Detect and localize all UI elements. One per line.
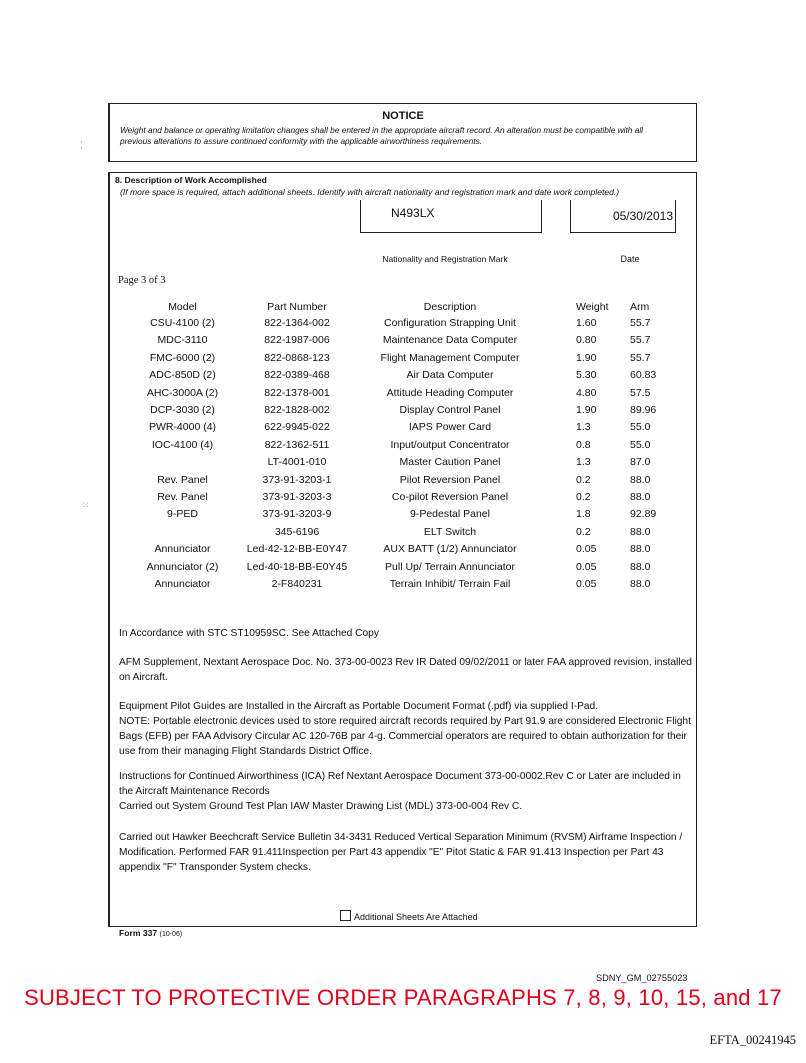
cell-weight: 4.80 xyxy=(576,386,597,399)
cell-description: Master Caution Panel xyxy=(399,456,501,469)
cell-part-number: 822-1987-006 xyxy=(264,334,330,347)
cell-part-number: Led-42-12-BB-E0Y47 xyxy=(246,543,348,556)
cell-description: 9-Pedestal Panel xyxy=(410,508,490,521)
cell-part-number: 2-F840231 xyxy=(271,578,323,590)
cell-description: Co-pilot Reversion Panel xyxy=(391,491,509,503)
table-row xyxy=(110,489,696,506)
form-revision: (10-06) xyxy=(159,931,183,938)
cell-weight: 0.05 xyxy=(576,543,597,556)
paragraph-ground-test: Carried out System Ground Test Plan IAW Master Drawing List (MDL) 373-00-004 Rev C. xyxy=(119,801,523,812)
cell-description: Air Data Computer xyxy=(406,369,494,382)
cell-weight: 1.3 xyxy=(576,421,591,434)
cell-weight: 1.60 xyxy=(576,317,597,329)
cell-arm: 88.0 xyxy=(630,525,651,538)
table-row xyxy=(110,576,696,593)
registration-mark-label: Nationality and Registration Mark xyxy=(382,254,508,264)
date-field xyxy=(570,200,676,233)
cell-part-number: 822-1828-002 xyxy=(264,404,330,416)
cell-model: Rev. Panel xyxy=(157,473,208,486)
table-row xyxy=(110,541,696,558)
cell-arm: 89.96 xyxy=(630,404,657,416)
cell-arm: 55.0 xyxy=(630,438,651,451)
cell-arm: 92.89 xyxy=(630,508,657,521)
form-id xyxy=(119,928,182,938)
header-weight: Weight xyxy=(576,301,609,313)
cell-part-number: 345-6196 xyxy=(274,525,320,538)
cell-weight: 5.30 xyxy=(576,369,597,382)
cell-arm: 88.0 xyxy=(630,560,651,573)
equipment-table xyxy=(110,299,696,599)
cell-arm: 55.0 xyxy=(630,421,651,434)
table-row xyxy=(110,402,696,419)
header-part-number: Part Number xyxy=(267,301,327,313)
cell-description: ELT Switch xyxy=(423,525,477,538)
table-row xyxy=(110,315,696,332)
cell-description: Input/output Concentrator xyxy=(390,438,510,451)
table-row xyxy=(110,559,696,576)
cell-model: Annunciator (2) xyxy=(146,560,219,573)
cell-model: FMC-6000 (2) xyxy=(149,351,216,364)
table-row xyxy=(110,437,696,454)
cell-part-number: LT-4001-010 xyxy=(267,456,327,469)
table-row xyxy=(110,419,696,436)
cell-part-number: 822-1378-001 xyxy=(264,386,330,399)
header-model: Model xyxy=(168,301,197,313)
table-row xyxy=(110,524,696,541)
paragraph-ica: Instructions for Continued Airworthiness (ICA) Ref Nextant Aerospace Document 373-00-0002.Rev C or Later are included in the Aircraft Maintenance Records xyxy=(119,771,681,797)
cell-description: Configuration Strapping Unit xyxy=(384,317,516,329)
cell-weight: 1.8 xyxy=(576,508,591,521)
cell-part-number: Led-40-18-BB-E0Y45 xyxy=(246,560,348,573)
cell-description: Pilot Reversion Panel xyxy=(399,473,501,486)
date-label: Date xyxy=(620,254,640,264)
cell-weight: 0.8 xyxy=(576,438,591,451)
cell-model: MDC-3110 xyxy=(157,334,208,347)
cell-model: 9-PED xyxy=(167,508,198,521)
scan-mark-mid: ⁙ xyxy=(82,500,90,510)
cell-arm: 88.0 xyxy=(630,578,651,590)
page-number: Page 3 of 3 xyxy=(118,275,166,286)
cell-arm: 57.5 xyxy=(630,386,651,399)
section-instruction: (If more space is required, attach additional sheets. Identify with aircraft nationality and registration mark and date work completed.) xyxy=(120,187,620,197)
cell-part-number: 822-1362-511 xyxy=(264,438,330,451)
notice-text: Weight and balance or operating limitation changes shall be entered in the appropriate aircraft record. An alteration must be compatible with all previous alterations to assure continued conformity with the applicable airworthiness requirements. xyxy=(120,125,644,146)
cell-part-number: 822-0868-123 xyxy=(264,351,330,364)
cell-description: Attitude Heading Computer xyxy=(386,386,514,399)
description-of-work-section xyxy=(108,172,697,927)
additional-sheets-label: Additional Sheets Are Attached xyxy=(354,912,478,922)
form-name: Form 337 xyxy=(119,928,158,938)
section-heading: 8. Description of Work Accomplished xyxy=(115,175,267,185)
paragraph-pilot-guides: Equipment Pilot Guides are Installed in the Aircraft as Portable Document Format (.pdf) via supplied I-Pad. xyxy=(119,701,599,712)
cell-weight: 1.90 xyxy=(576,351,597,364)
table-row xyxy=(110,506,696,523)
cell-part-number: 373-91-3203-3 xyxy=(262,491,332,503)
cell-weight: 0.2 xyxy=(576,525,591,538)
table-row xyxy=(110,332,696,349)
cell-description: Maintenance Data Computer xyxy=(382,334,518,347)
additional-sheets-checkbox[interactable] xyxy=(340,910,351,921)
cell-description: IAPS Power Card xyxy=(408,421,492,434)
table-row xyxy=(110,385,696,402)
cell-model: Annunciator xyxy=(154,543,211,556)
table-row xyxy=(110,367,696,384)
cell-weight: 1.90 xyxy=(576,404,597,416)
cell-arm: 55.7 xyxy=(630,351,651,364)
cell-model: IOC-4100 (4) xyxy=(151,438,214,451)
paragraph-stc: In Accordance with STC ST10959SC. See Attached Copy xyxy=(119,628,379,639)
cell-model: AHC-3000A (2) xyxy=(146,386,219,399)
cell-part-number: 622-9945-022 xyxy=(264,421,330,434)
registration-mark-field xyxy=(360,200,542,233)
cell-weight: 0.05 xyxy=(576,578,597,590)
paragraph-rvsm: Carried out Hawker Beechcraft Service Bulletin 34-3431 Reduced Vertical Separation Minimum (RVSM) Airframe Inspection / Modification. Performed FAR 91.411Inspection per Part 43 appendix "E" Pitot Static & FAR 91.413 Inspection per Part 43 appendix "F" Transponder System checks. xyxy=(119,832,683,873)
header-arm: Arm xyxy=(630,301,650,313)
header-description: Description xyxy=(423,301,477,313)
cell-model: DCP-3030 (2) xyxy=(150,404,215,416)
scan-mark-top: ⁚ xyxy=(80,140,83,150)
cell-arm: 55.7 xyxy=(630,334,651,347)
cell-part-number: 822-1364-002 xyxy=(264,317,330,329)
cell-model: ADC-850D (2) xyxy=(149,369,216,382)
cell-model: CSU-4100 (2) xyxy=(150,317,215,329)
paragraph-efb-note: NOTE: Portable electronic devices used to store required aircraft records required by Part 91.9 are considered Electronic Flight Bags (EFB) per FAA Advisory Circular AC 120-76B par 4-g. Commercial operators are required to obtain authorization for their use from their managing Flight Standards District Office. xyxy=(119,716,691,757)
bates-number: SDNY_GM_02755023 xyxy=(596,973,688,983)
notice-box xyxy=(108,103,697,162)
table-row xyxy=(110,472,696,489)
protective-order-notice: SUBJECT TO PROTECTIVE ORDER PARAGRAPHS 7, 8, 9, 10, 15, and 17 xyxy=(24,985,782,1010)
cell-arm: 87.0 xyxy=(630,456,651,469)
table-row xyxy=(110,350,696,367)
cell-part-number: 373-91-3203-1 xyxy=(262,473,332,486)
cell-description: Pull Up/ Terrain Annunciator xyxy=(385,560,515,573)
cell-part-number: 822-0389-468 xyxy=(264,369,330,382)
cell-arm: 55.7 xyxy=(630,317,651,329)
cell-arm: 88.0 xyxy=(630,543,651,556)
cell-arm: 88.0 xyxy=(630,491,651,503)
registration-mark-value: N493LX xyxy=(391,206,435,220)
cell-weight: 0.2 xyxy=(576,473,591,486)
efta-number: EFTA_00241945 xyxy=(709,1033,796,1047)
cell-model: Annunciator xyxy=(154,578,211,590)
cell-model: Rev. Panel xyxy=(157,491,208,503)
cell-description: Flight Management Computer xyxy=(380,351,520,364)
cell-arm: 88.0 xyxy=(630,473,651,486)
notice-title: NOTICE xyxy=(382,110,424,122)
cell-description: AUX BATT (1/2) Annunciator xyxy=(383,543,517,556)
cell-model: PWR-4000 (4) xyxy=(148,421,217,434)
cell-part-number: 373-91-3203-9 xyxy=(262,508,332,521)
cell-weight: 0.2 xyxy=(576,491,591,503)
cell-weight: 0.80 xyxy=(576,334,597,347)
additional-sheets-option[interactable] xyxy=(340,910,478,922)
cell-weight: 1.3 xyxy=(576,456,591,469)
paragraph-afm-supplement: AFM Supplement, Nextant Aerospace Doc. No. 373-00-0023 Rev IR Dated 09/02/2011 or later FAA approved revision, installed on Aircraft. xyxy=(119,657,692,683)
cell-description: Display Control Panel xyxy=(399,404,501,416)
cell-description: Terrain Inhibit/ Terrain Fail xyxy=(389,578,511,590)
date-value: 05/30/2013 xyxy=(612,209,673,223)
table-row xyxy=(110,454,696,471)
cell-arm: 60.83 xyxy=(630,369,657,382)
table-header xyxy=(110,299,696,316)
cell-weight: 0.05 xyxy=(576,560,597,573)
